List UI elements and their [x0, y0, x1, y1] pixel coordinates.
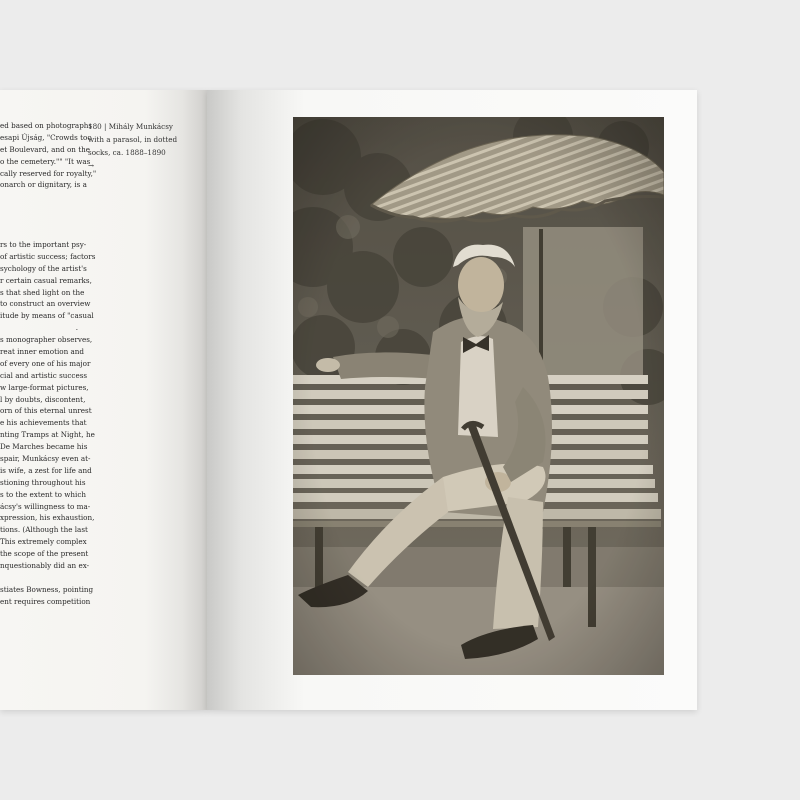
- text-line: sychology of the artist's: [0, 263, 87, 273]
- text-line: esapi Újság, "Crowds too: [0, 132, 92, 142]
- text-line: ed based on photographs: [0, 121, 93, 130]
- text-line: itude by means of "casual: [0, 311, 94, 321]
- text-line: nquestionably did an ex-: [0, 560, 90, 570]
- text-line: stiates Bowness, pointing: [0, 584, 94, 594]
- text-line: s that shed light on the: [0, 287, 85, 297]
- text-line: .: [75, 323, 78, 333]
- figure-caption: [88, 120, 178, 172]
- body-paragraph: [0, 584, 94, 608]
- caption-arrow-icon: →: [88, 161, 95, 170]
- text-line: spair, Munkácsy even at-: [0, 453, 91, 463]
- left-page: [0, 90, 207, 710]
- text-line: This extremely complex: [0, 537, 87, 547]
- caption-line: 180 | Mihály Munkácsy: [88, 122, 173, 131]
- text-line: s to the extent to which: [0, 489, 87, 499]
- text-line: cial and artistic success: [0, 370, 88, 380]
- text-line: is wife, a zest for life and: [0, 465, 92, 475]
- body-paragraph: [0, 120, 97, 191]
- body-paragraph: [0, 239, 96, 572]
- text-line: r certain casual remarks,: [0, 275, 92, 285]
- text-line: ent requires competition: [0, 596, 91, 606]
- text-line: w large-format pictures,: [0, 382, 89, 392]
- text-line: the scope of the present: [0, 549, 89, 559]
- right-page: [207, 90, 697, 710]
- text-line: stioning throughout his: [0, 477, 86, 487]
- text-line: l by doubts, discontent,: [0, 394, 86, 404]
- text-line: onarch or dignitary, is a: [0, 180, 87, 190]
- text-line: of every one of his major: [0, 358, 91, 368]
- text-line: to construct an overview: [0, 299, 91, 309]
- body-text: [0, 120, 97, 608]
- caption-line: socks, ca. 1888–1890: [88, 148, 166, 157]
- text-line: reat inner emotion and: [0, 346, 85, 356]
- text-line: et Boulevard, and on the: [0, 144, 90, 154]
- munkacsy-photograph: [293, 117, 664, 675]
- text-line: nting Tramps at Night, he: [0, 430, 95, 440]
- text-line: s monographer observes,: [0, 335, 93, 345]
- text-line: of artistic success; factors: [0, 251, 96, 261]
- text-line: rs to the important psy-: [0, 239, 87, 249]
- text-line: tions. (Although the last: [0, 525, 88, 535]
- text-line: e his achievements that: [0, 418, 87, 428]
- text-line: ácsy's willingness to ma-: [0, 501, 91, 511]
- text-line: orn of this eternal unrest: [0, 406, 92, 416]
- text-line: o the cemetery."" "It was: [0, 156, 91, 166]
- caption-line: with a parasol, in dotted: [88, 135, 178, 144]
- text-line: cally reserved for royalty,": [0, 168, 97, 178]
- text-line: De Marches became his: [0, 442, 88, 452]
- text-line: xpression, his exhaustion,: [0, 513, 95, 523]
